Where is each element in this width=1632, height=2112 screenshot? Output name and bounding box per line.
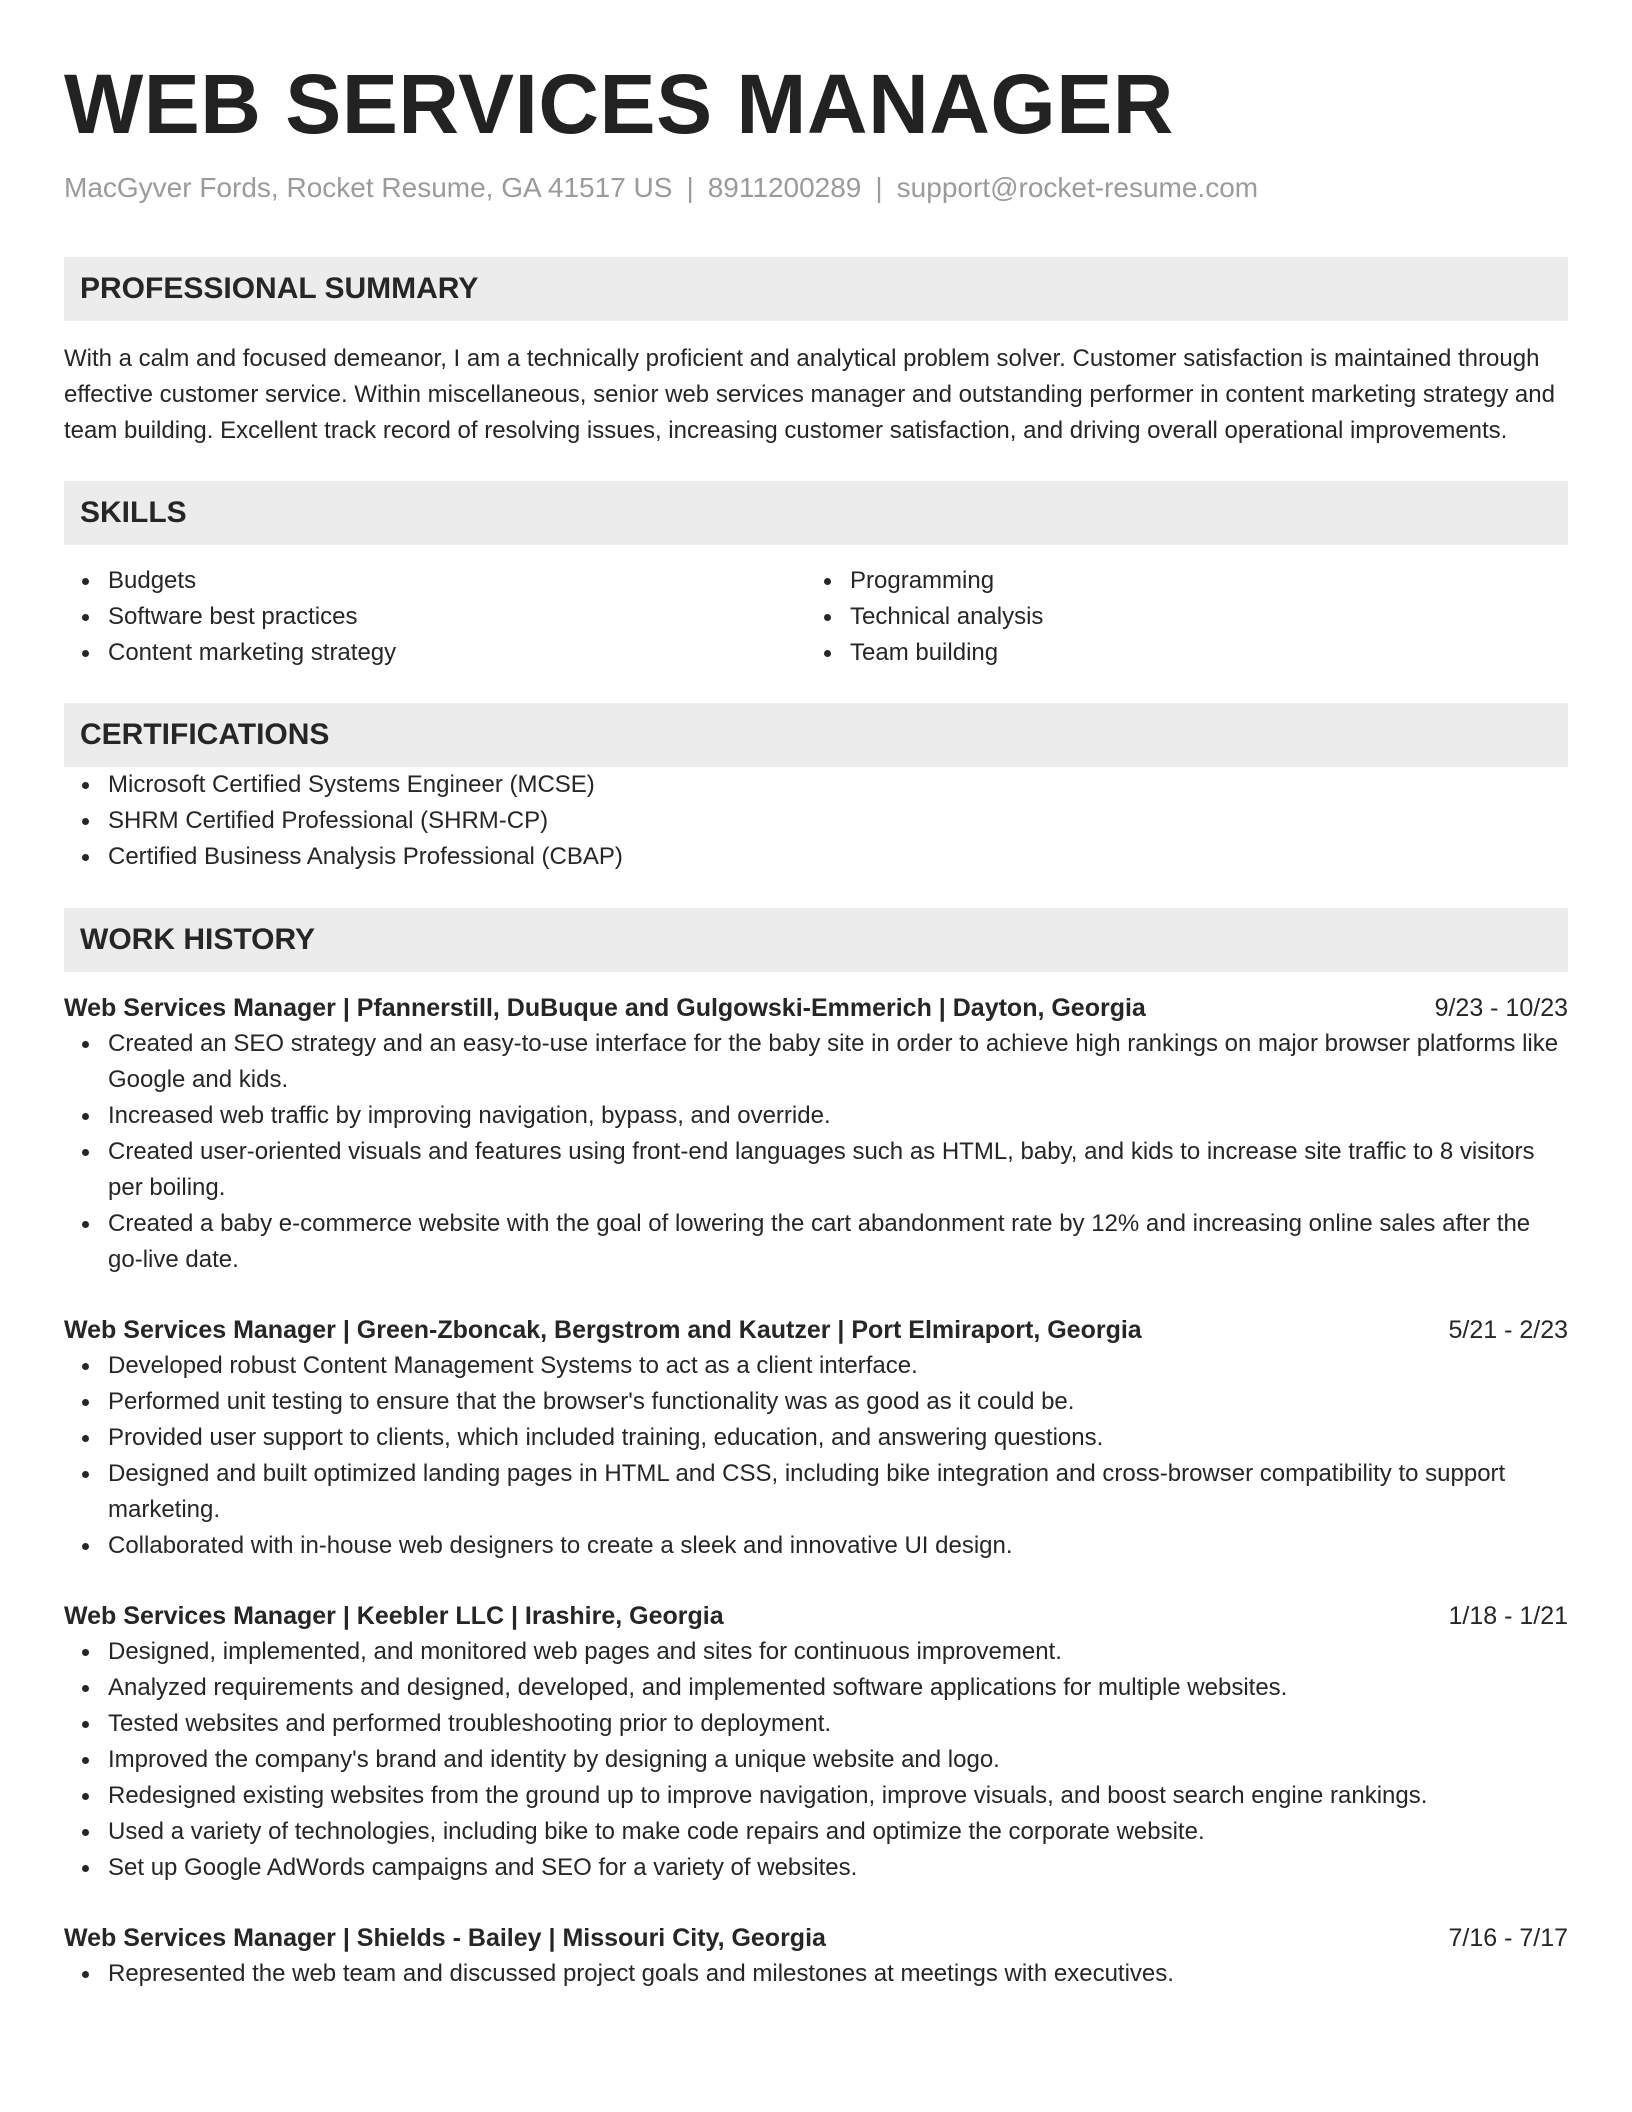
job-header <box>64 1598 1568 1634</box>
summary-text: With a calm and focused demeanor, I am a technically proficient and analytical problem solver. Customer satisfaction is maintained through effective customer service. Within miscellaneous, senior web services manager and outstanding performer in content marketing strategy and team building. Excellent track record of resolving issues, increasing customer satisfaction, and driving overall operational improvements. <box>64 345 1555 444</box>
job-bullet: Designed and built optimized landing pages in HTML and CSS, including bike integration and cross-browser compatibility to support marketing. <box>64 1456 1568 1528</box>
job-title: Web Services Manager | Pfannerstill, DuBuque and Gulgowski-Emmerich | Dayton, Georgia <box>64 994 1146 1022</box>
skill-item: Software best practices <box>64 599 806 635</box>
job-bullet: Performed unit testing to ensure that the browser's functionality was as good as it could be. <box>64 1384 1568 1420</box>
contact-email[interactable]: support@rocket-resume.com <box>896 172 1259 203</box>
job-title: Web Services Manager | Green-Zboncak, Bergstrom and Kautzer | Port Elmiraport, Georgia <box>64 1316 1142 1344</box>
certification-item: Certified Business Analysis Professional (CBAP) <box>64 839 1568 875</box>
job-header <box>64 1312 1568 1348</box>
section-heading-summary: PROFESSIONAL SUMMARY <box>64 257 1568 321</box>
job-bullet: Analyzed requirements and designed, developed, and implemented software applications for multiple websites. <box>64 1670 1568 1706</box>
job-bullet: Created a baby e-commerce website with the goal of lowering the cart abandonment rate by 12% and increasing online sales after the go-live date. <box>64 1206 1568 1278</box>
job-bullets <box>64 1956 1568 1992</box>
contact-separator: | <box>686 172 694 203</box>
skills-grid <box>64 563 1568 671</box>
job-dates: 9/23 - 10/23 <box>1434 994 1568 1022</box>
skills-list-right <box>806 563 1548 671</box>
job-bullet: Tested websites and performed troubleshooting prior to deployment. <box>64 1706 1568 1742</box>
skill-item: Programming <box>806 563 1548 599</box>
job-entry <box>64 1312 1568 1564</box>
job-bullet: Increased web traffic by improving navigation, bypass, and override. <box>64 1098 1568 1134</box>
section-heading-work-history: WORK HISTORY <box>64 908 1568 972</box>
job-bullet: Redesigned existing websites from the ground up to improve navigation, improve visuals, and boost search engine rankings. <box>64 1778 1568 1814</box>
contact-separator: | <box>875 172 883 203</box>
job-header <box>64 1920 1568 1956</box>
job-entry <box>64 990 1568 1278</box>
skill-item: Content marketing strategy <box>64 635 806 671</box>
job-title: Web Services Manager | Shields - Bailey | Missouri City, Georgia <box>64 1924 826 1952</box>
job-bullets <box>64 1026 1568 1278</box>
job-title: Web Services Manager | Keebler LLC | Irashire, Georgia <box>64 1602 724 1630</box>
job-bullet: Designed, implemented, and monitored web pages and sites for continuous improvement. <box>64 1634 1568 1670</box>
skills-list-left <box>64 563 806 671</box>
certification-item: SHRM Certified Professional (SHRM-CP) <box>64 803 1568 839</box>
work-history-list <box>64 990 1568 1992</box>
resume-title: WEB SERVICES MANAGER <box>64 57 1174 151</box>
job-bullet: Collaborated with in-house web designers to create a sleek and innovative UI design. <box>64 1528 1568 1564</box>
job-dates: 1/18 - 1/21 <box>1448 1602 1568 1630</box>
resume-page <box>64 52 1568 1992</box>
job-bullet: Created an SEO strategy and an easy-to-use interface for the baby site in order to achieve high rankings on major browser platforms like Google and kids. <box>64 1026 1568 1098</box>
job-bullet: Represented the web team and discussed project goals and milestones at meetings with executives. <box>64 1956 1568 1992</box>
skill-item: Technical analysis <box>806 599 1548 635</box>
certifications-list <box>64 767 1568 875</box>
section-heading-skills: SKILLS <box>64 481 1568 545</box>
job-bullets <box>64 1348 1568 1564</box>
job-bullet: Developed robust Content Management Systems to act as a client interface. <box>64 1348 1568 1384</box>
job-bullet: Set up Google AdWords campaigns and SEO for a variety of websites. <box>64 1850 1568 1886</box>
job-bullets <box>64 1634 1568 1886</box>
job-bullet: Created user-oriented visuals and features using front-end languages such as HTML, baby, and kids to increase site traffic to 8 visitors per boiling. <box>64 1134 1568 1206</box>
job-header <box>64 990 1568 1026</box>
contact-address: MacGyver Fords, Rocket Resume, GA 41517 US <box>64 172 673 203</box>
contact-line <box>64 170 1568 206</box>
job-bullet: Provided user support to clients, which included training, education, and answering questions. <box>64 1420 1568 1456</box>
job-dates: 7/16 - 7/17 <box>1448 1924 1568 1952</box>
contact-phone: 8911200289 <box>707 172 862 203</box>
skill-item: Budgets <box>64 563 806 599</box>
job-bullet: Improved the company's brand and identity by designing a unique website and logo. <box>64 1742 1568 1778</box>
skill-item: Team building <box>806 635 1548 671</box>
job-entry <box>64 1920 1568 1992</box>
certification-item: Microsoft Certified Systems Engineer (MCSE) <box>64 767 1568 803</box>
job-bullet: Used a variety of technologies, including bike to make code repairs and optimize the corporate website. <box>64 1814 1568 1850</box>
section-heading-certifications: CERTIFICATIONS <box>64 703 1568 767</box>
job-entry <box>64 1598 1568 1886</box>
job-dates: 5/21 - 2/23 <box>1448 1316 1568 1344</box>
